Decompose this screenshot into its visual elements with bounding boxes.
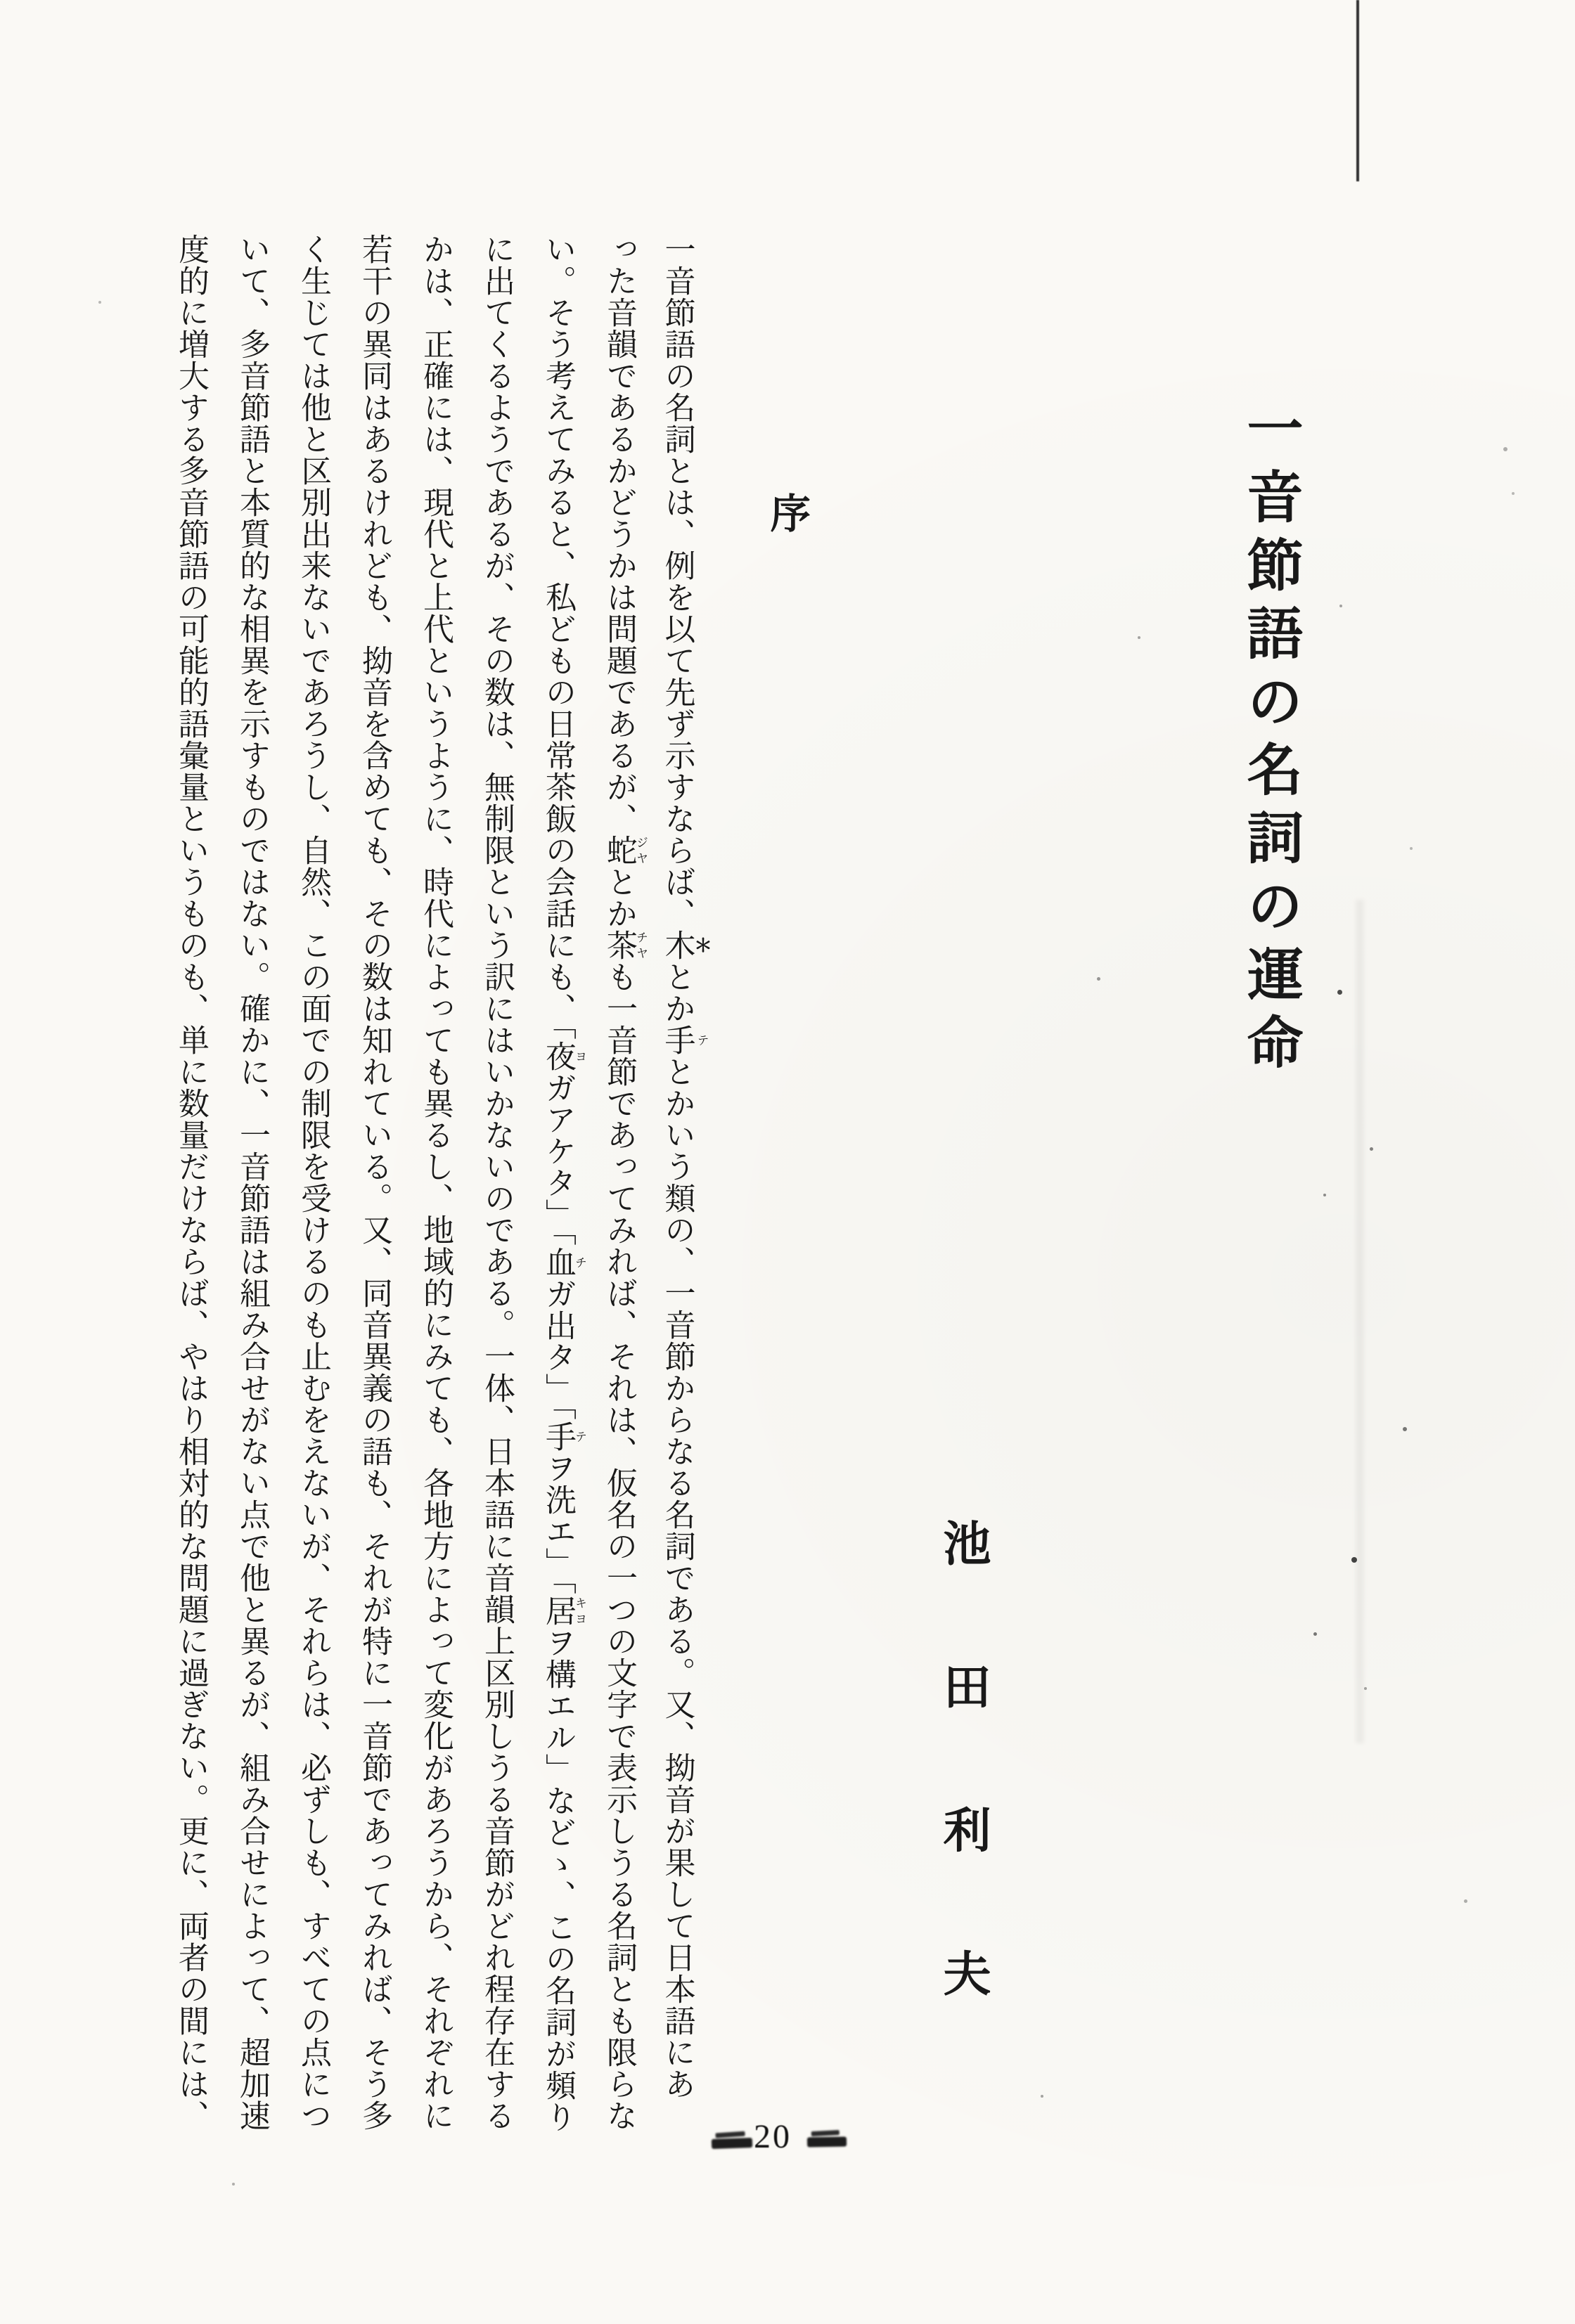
ink-speck (1503, 447, 1508, 451)
furigana-char: 血チ (541, 1246, 586, 1278)
ink-speck (232, 2183, 235, 2186)
ink-speck (1313, 1632, 1317, 1636)
text-column: かは、正確には、現代と上代というように、時代によっても異るし、地域的にみても、各地方によって変化があろうから、それぞれに (418, 233, 453, 2131)
ink-speck (1410, 847, 1413, 850)
scan-edge-line (1356, 0, 1359, 181)
ink-speck (1041, 2095, 1043, 2098)
scan-fold-shadow (1356, 900, 1364, 1743)
ink-speck (1512, 492, 1515, 495)
ink-smudge-left (712, 2138, 752, 2149)
text-column: 度的に増大する多音節語の可能的語彙量というものも、単に数量だけならば、やはり相対的な問題に過ぎない。更に、両者の間には、 (174, 233, 208, 2131)
ink-speck (1370, 1147, 1373, 1151)
author-name: 池田利夫 (937, 1518, 990, 2092)
ink-speck (1323, 1194, 1326, 1196)
text-column: いて、多音節語と本質的な相異を示すものではない。確かに、一音節語は組み合せがない点で他と異るが、組み合せによって、超加速 (235, 233, 269, 2131)
page-number: 20 (754, 2118, 792, 2155)
furigana-char: 居キヨ (541, 1595, 586, 1627)
ink-speck (1351, 1557, 1357, 1563)
ink-speck (1337, 990, 1342, 995)
furigana-char: 手 テ (660, 1024, 709, 1056)
article-title: 一音節語の名詞の運命 (1238, 399, 1300, 1081)
ink-speck (1339, 605, 1342, 607)
ink-speck (1138, 636, 1140, 639)
ink-speck (98, 301, 101, 304)
section-heading: 序 (764, 492, 809, 533)
text-column: く生じては他と区別出来ないであろうし、自然、この面での制限を受けるのも止むをえないが、それらは、必ずしも、すべての点につ (296, 233, 330, 2131)
ink-speck (1364, 1687, 1367, 1690)
text-column: った音韻であるかどうかは問題であるが、蛇ジヤとか茶チヤも一音節であってみれば、それは、仮名の一つの文字で表示しうる名詞とも限らな (602, 233, 648, 2131)
text-column: に出てくるようであるが、その数は、無制限という訳にはいかないのである。一体、日本語に音韻上区別しうる音節がどれ程存在する (480, 233, 514, 2131)
ink-speck (1097, 977, 1100, 981)
ink-speck (1403, 1427, 1407, 1431)
furigana-char: 茶チヤ (602, 929, 648, 961)
furigana-char: 夜ヨ (541, 1040, 586, 1072)
body-text (160, 233, 712, 2133)
ink-smudge-right (807, 2137, 847, 2148)
footnote-marked-char: 木＊ (660, 929, 712, 961)
text-column: 若干の異同はあるけれども、拗音を含めても、その数は知れている。又、同音異義の語も、それが特に一音節であってみれば、そう多 (357, 233, 392, 2131)
text-column: い。そう考えてみると、私どもの日常茶飯の会話にも、「夜ヨガアケタ」「血チガ出タ」「手テヲ洗エ」「居キヨヲ構エル」などゝ、この名詞が頻り (541, 233, 586, 2133)
furigana-char: 蛇ジヤ (602, 834, 648, 866)
text-column: 一音節語の名詞とは、例を以て先ず示すならば、木＊とか手 テとかいう類の、一音節からなる名詞である。又、拗音が果して日本語にあ (660, 233, 712, 2100)
ink-speck (1464, 1899, 1467, 1903)
furigana-char: 手テ (541, 1421, 586, 1452)
